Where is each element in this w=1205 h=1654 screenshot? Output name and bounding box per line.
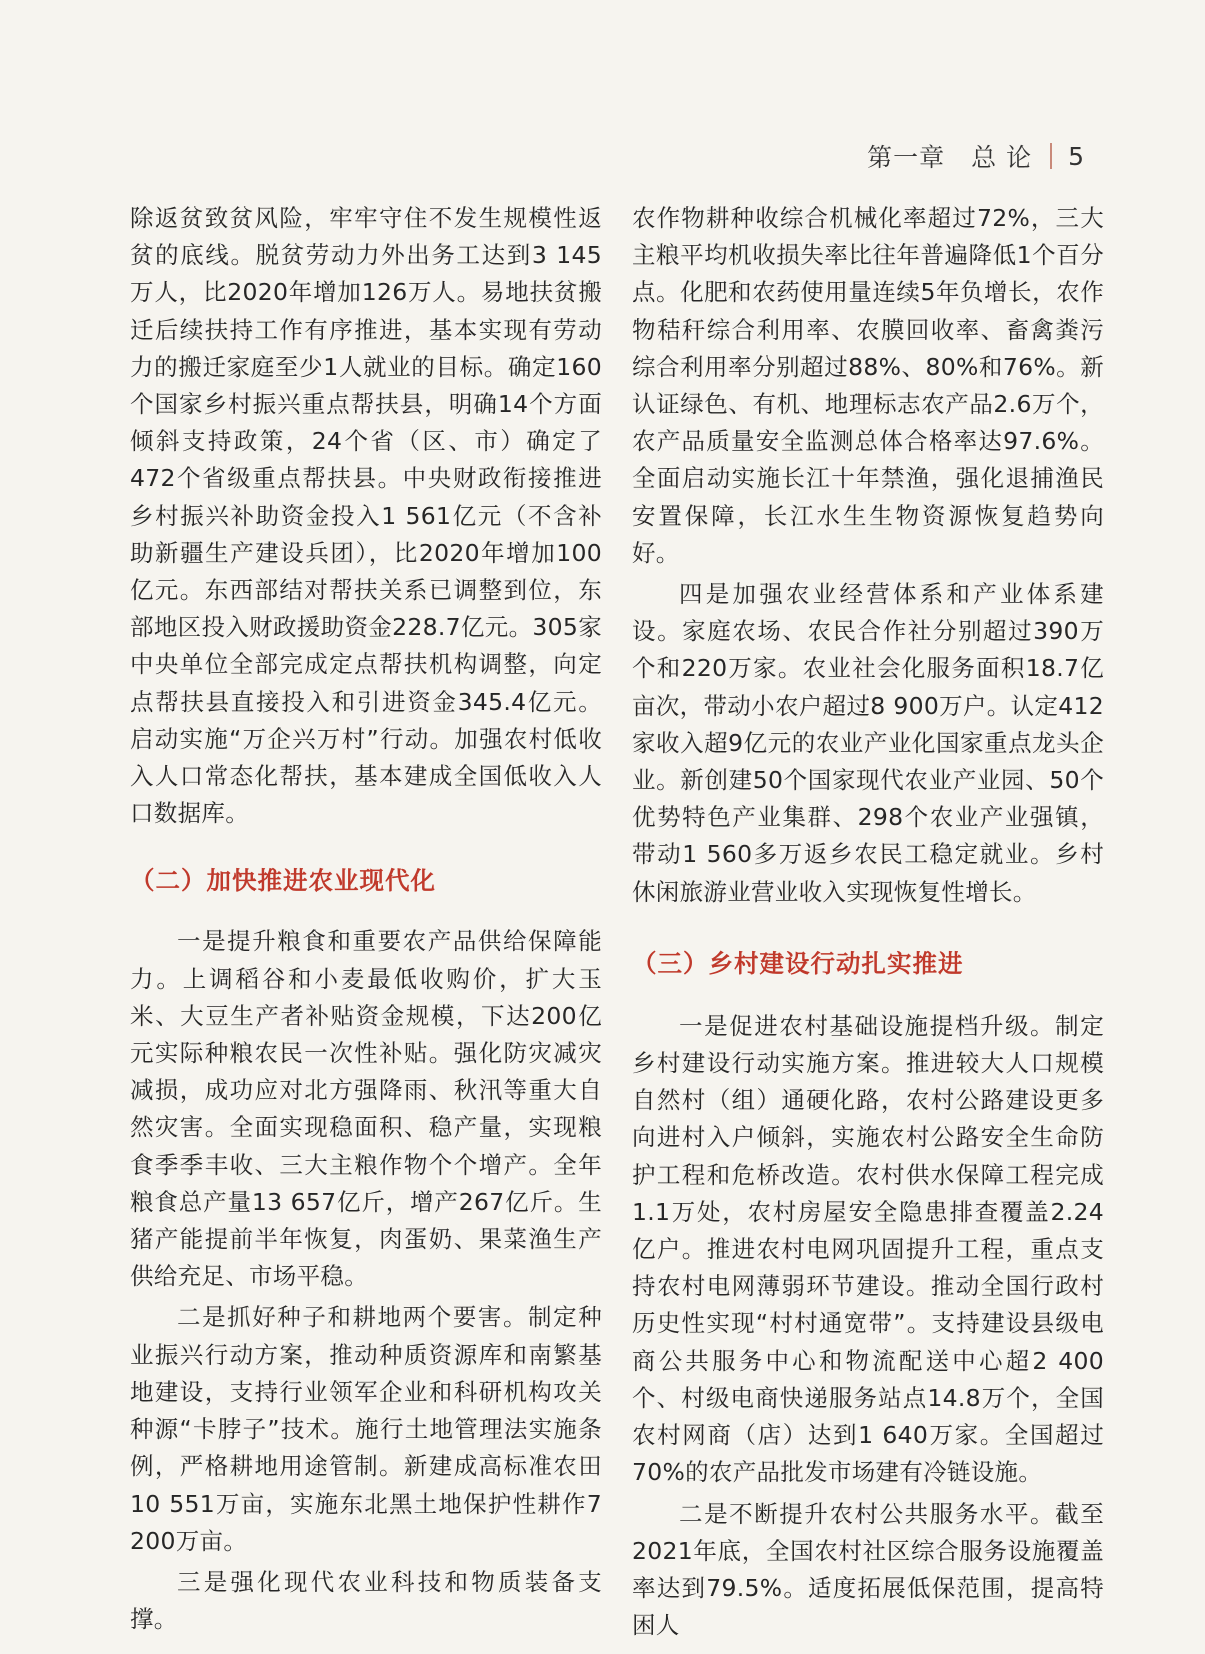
- paragraph: 一是提升粮食和重要农产品供给保障能力。上调稻谷和小麦最低收购价，扩大玉米、大豆生产者补贴资金规模，下达200亿元实际种粮农民一次性补贴。强化防灾减灾减损，成功应对北方强降雨、秋汛等重大自然灾害。全面实现稳面积、稳产量，实现粮食季季丰收、三大主粮作物个个增产。全年粮食总产量13 657亿斤，增产267亿斤。生猪产能提前半年恢复，肉蛋奶、果菜渔生产供给充足、市场平稳。: [130, 927, 602, 1291]
- right-column: [632, 200, 1104, 1648]
- paragraph-continuation: 农作物耕种收综合机械化率超过72%，三大主粮平均机收损失率比往年普遍降低1个百分点。化肥和农药使用量连续5年负增长，农作物秸秆综合利用率、农膜回收率、畜禽粪污综合利用率分别超过88%、80%和76%。新认证绿色、有机、地理标志农产品2.6万个，农产品质量安全监测总体合格率达97.6%。全面启动实施长江十年禁渔，强化退捕渔民安置保障，长江水生生物资源恢复趋势向好。: [632, 204, 1104, 567]
- paragraph-continuation: 除返贫致贫风险，牢牢守住不发生规模性返贫的底线。脱贫劳动力外出务工达到3 145万人，比2020年增加126万人。易地扶贫搬迁后续扶持工作有序推进，基本实现有劳动力的搬迁家庭至少1人就业的目标。确定160个国家乡村振兴重点帮扶县，明确14个方面倾斜支持政策，24个省（区、市）确定了472个省级重点帮扶县。中央财政衔接推进乡村振兴补助资金投入1 561亿元（不含补助新疆生产建设兵团），比2020年增加100亿元。东西部结对帮扶关系已调整到位，东部地区投入财政援助资金228.7亿元。305家中央单位全部完成定点帮扶机构调整，向定点帮扶县直接投入和引进资金345.4亿元。启动实施“万企兴万村”行动。加强农村低收入人口常态化帮扶，基本建成全国低收入人口数据库。: [130, 204, 602, 828]
- paragraph: 一是促进农村基础设施提档升级。制定乡村建设行动实施方案。推进较大人口规模自然村（组）通硬化路，农村公路建设更多向进村入户倾斜，实施农村公路安全生命防护工程和危桥改造。农村供水保障工程完成1.1万处，农村房屋安全隐患排查覆盖2.24亿户。推进农村电网巩固提升工程，重点支持农村电网薄弱环节建设。推动全国行政村历史性实现“村村通宽带”。支持建设县级电商公共服务中心和物流配送中心超2 400个、村级电商快递服务站点14.8万个，全国农村网商（店）达到1 640万家。全国超过70%的农产品批发市场建有冷链设施。: [632, 1011, 1104, 1487]
- running-header: [867, 138, 1085, 174]
- section-heading-rural-construction: （三）乡村建设行动扎实推进: [632, 948, 964, 978]
- paragraph: 二是不断提升农村公共服务水平。截至2021年底，全国农村社区综合服务设施覆盖率达到79.5%。适度拓展低保范围，提高特困人: [632, 1499, 1104, 1640]
- header-divider: [1050, 143, 1052, 169]
- section-heading-agri-modernization: （二）加快推进农业现代化: [130, 866, 436, 896]
- paragraph: 三是强化现代农业科技和物质装备支撑。: [130, 1567, 602, 1634]
- page-number: 5: [1068, 141, 1085, 171]
- left-column: [130, 200, 602, 1642]
- paragraph: 四是加强农业经营体系和产业体系建设。家庭农场、农民合作社分别超过390万个和220万家。农业社会化服务面积18.7亿亩次，带动小农户超过8 900万户。认定412家收入超9亿元的农业产业化国家重点龙头企业。新创建50个国家现代农业产业园、50个优势特色产业集群、298个农业产业强镇，带动1 560多万返乡农民工稳定就业。乡村休闲旅游业营业收入实现恢复性增长。: [632, 580, 1104, 906]
- chapter-title: 第一章 总 论: [867, 143, 1033, 172]
- paragraph: 二是抓好种子和耕地两个要害。制定种业振兴行动方案，推动种质资源库和南繁基地建设，支持行业领军企业和科研机构攻关种源“卡脖子”技术。施行土地管理法实施条例，严格耕地用途管制。新建成高标准农田10 551万亩，实施东北黑土地保护性耕作7 200万亩。: [130, 1303, 602, 1555]
